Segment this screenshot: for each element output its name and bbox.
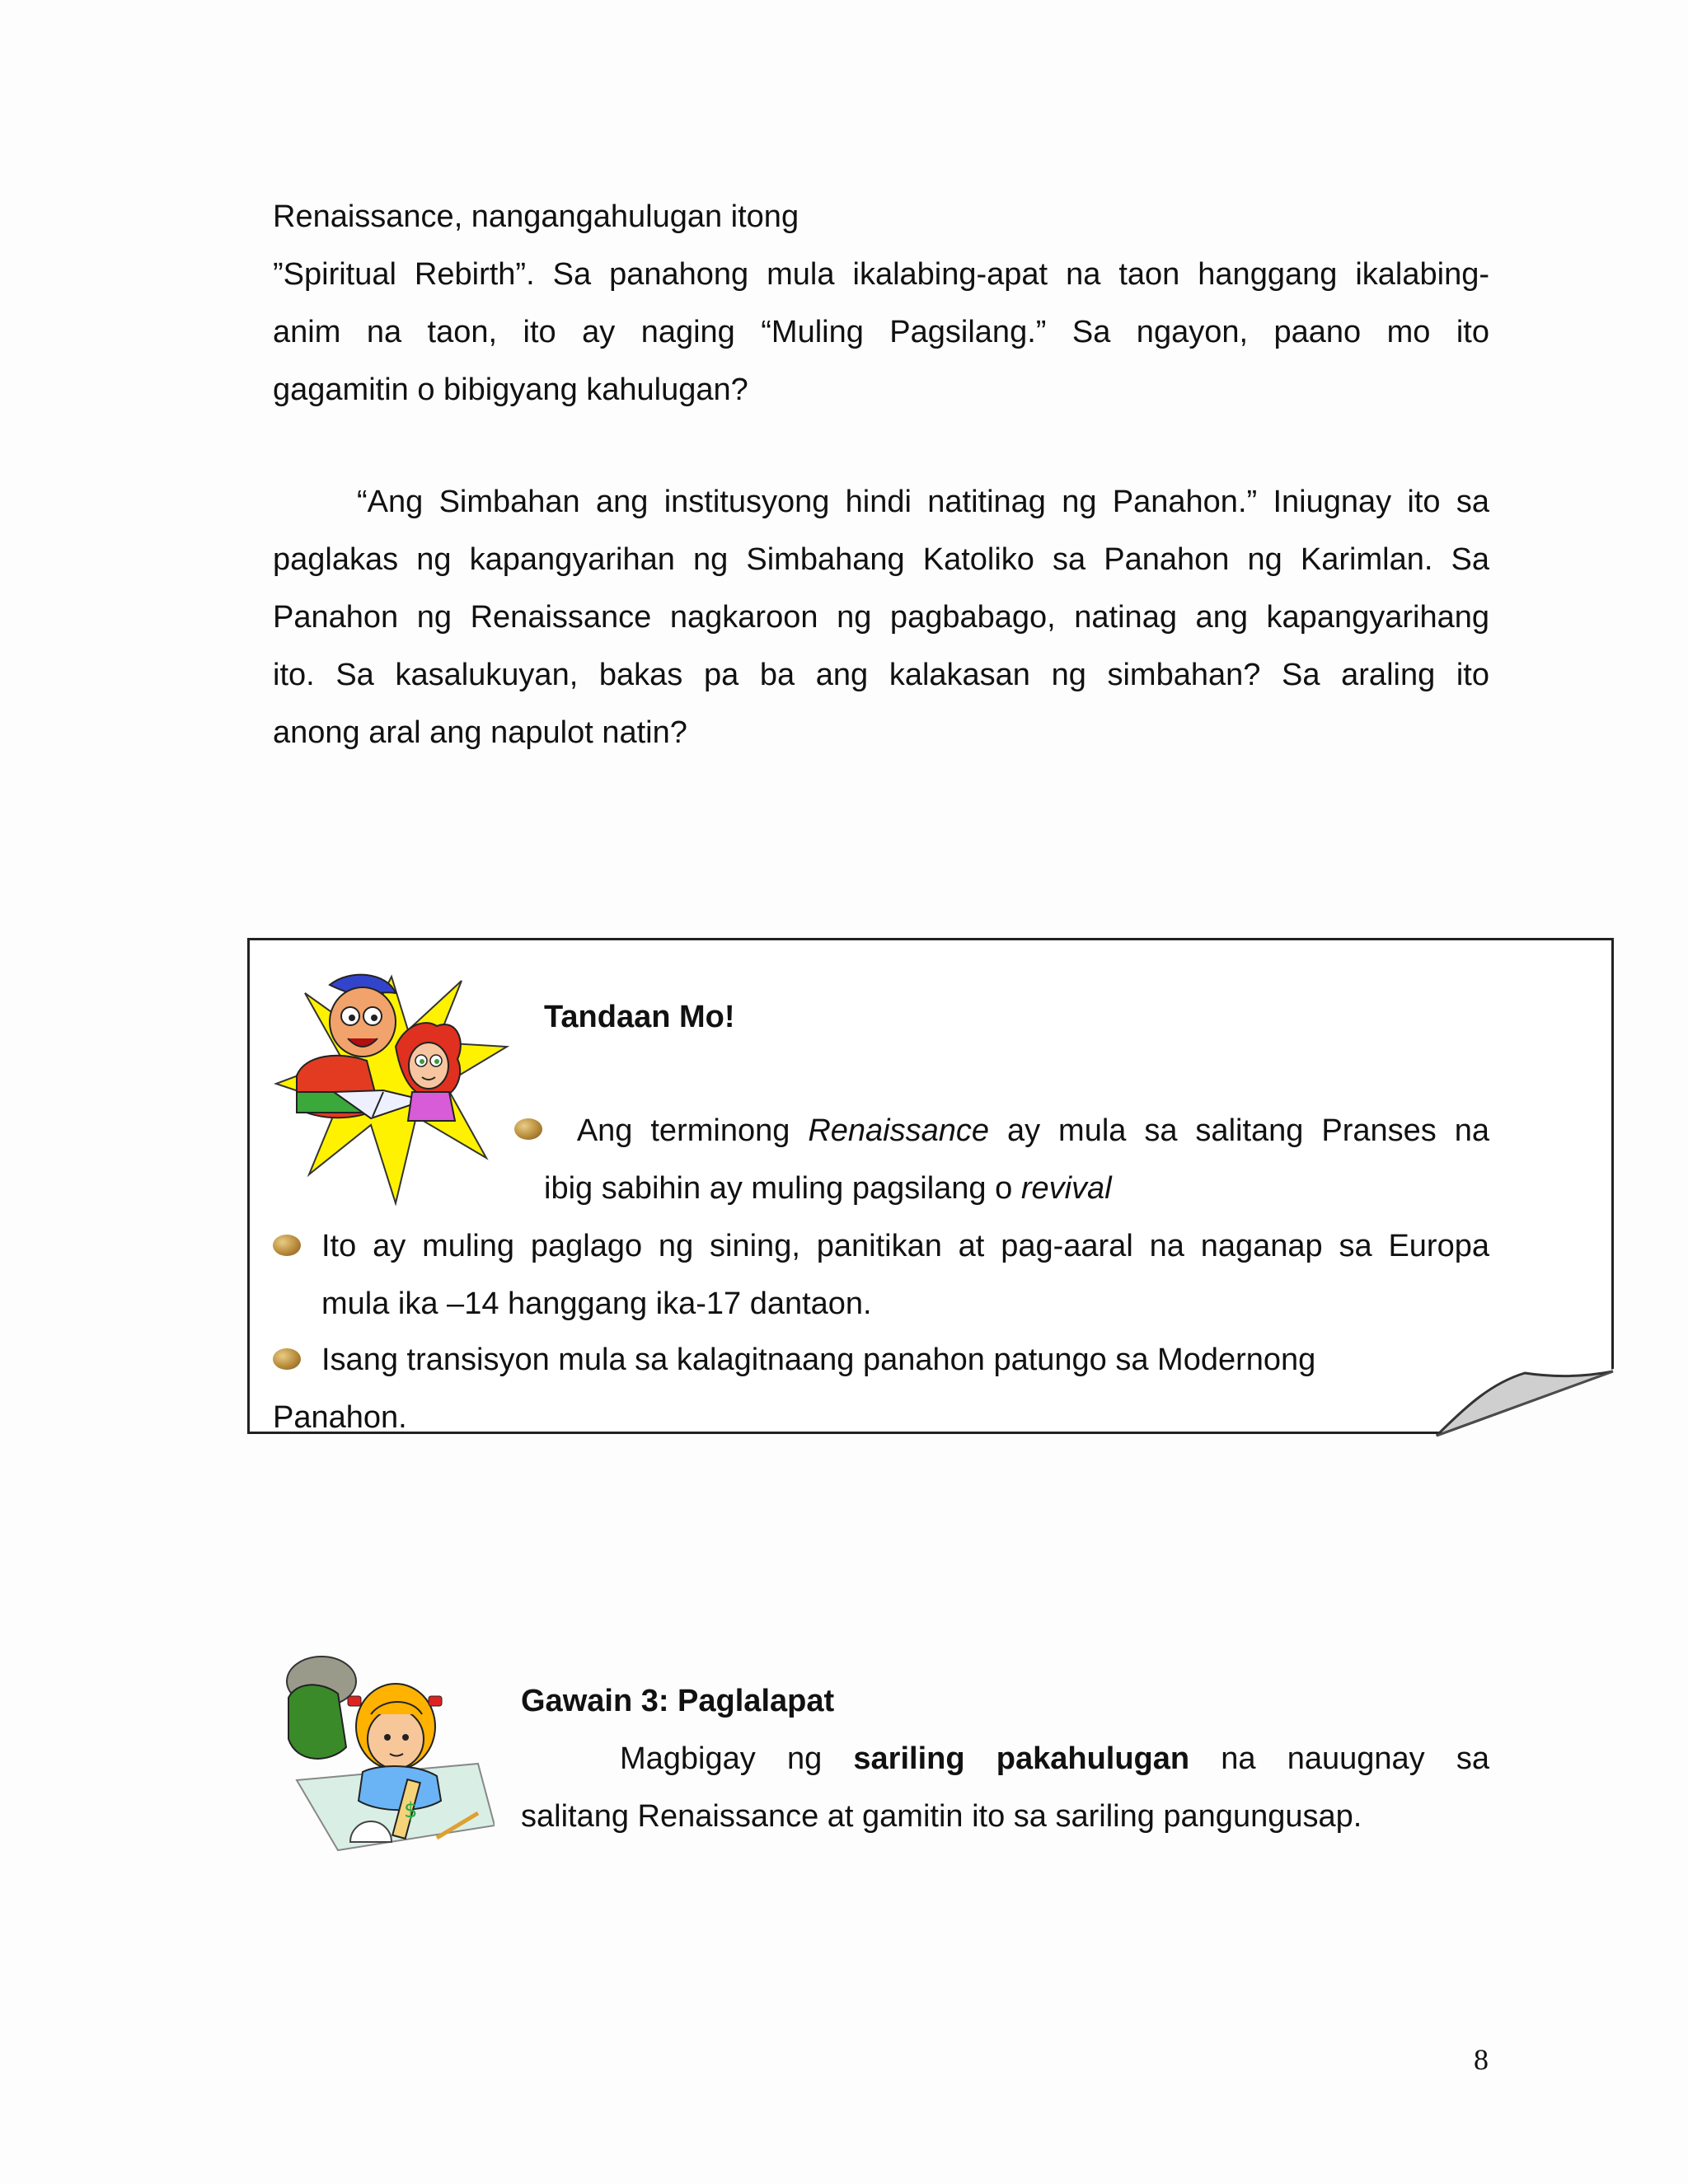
bullet-icon [273,1235,301,1256]
body-line-1: “Ang Simbahan ang institusyong hindi natitinag ng Panahon.” Iniugnay ito sa [357,485,1489,519]
tandaan-bullet-1: Ang terminong Renaissance ay mula sa salitang Pranses na [514,1102,1489,1160]
page-number: 8 [1474,2043,1489,2076]
body-line-5: anong aral ang napulot natin? [273,715,687,750]
intro-line-3: anim na taon, ito ay naging “Muling Pagsilang.” Sa ngayon, paano mo ito [273,315,1489,349]
tandaan-bullet-3-cont: Panahon. [273,1400,407,1435]
tandaan-title: Tandaan Mo! [544,1000,735,1034]
svg-text:$: $ [404,1798,418,1823]
tandaan-bullet-1-cont: ibig sabihin ay muling pagsilang o revival [544,1171,1112,1206]
intro-line-2: ”Spiritual Rebirth”. Sa panahong mula ikalabing-apat na taon hanggang ikalabing- [273,257,1489,292]
tandaan-bullet-2: Ito ay muling paglago ng sining, panitikan at pag-aaral na naganap sa Europa [321,1229,1489,1263]
intro-line-1: Renaissance, nangangahulugan itong [273,199,799,234]
gawain-title: Gawain 3: Paglalapat [521,1684,835,1718]
gawain-line-1: Magbigay ng sariling pakahulugan na nauugnay sa [620,1741,1489,1776]
bullet-icon [514,1118,542,1140]
page-curl-corner [1434,1368,1617,1439]
intro-paragraph [273,188,1489,419]
girl-drawing-icon [272,1648,495,1854]
intro-line-4: gagamitin o bibigyang kahulugan? [273,373,748,407]
body-line-3: Panahon ng Renaissance nagkaroon ng pagbabago, natinag ang kapangyarihang [273,600,1489,635]
body-line-4: ito. Sa kasalukuyan, bakas pa ba ang kalakasan ng simbahan? Sa araling ito [273,658,1489,692]
cartoon-kids-reading-icon [272,968,511,1206]
body-paragraph [273,473,1489,762]
gawain-line-2: salitang Renaissance at gamitin ito sa sariling pangungusap. [521,1799,1362,1834]
bullet-icon [273,1348,301,1370]
body-line-2: paglakas ng kapangyarihan ng Simbahang Katoliko sa Panahon ng Karimlan. Sa [273,542,1489,577]
tandaan-bullet-2-cont: mula ika –14 hanggang ika-17 dantaon. [321,1286,872,1321]
tandaan-bullet-3: Isang transisyon mula sa kalagitnaang panahon patungo sa Modernong [321,1343,1316,1377]
